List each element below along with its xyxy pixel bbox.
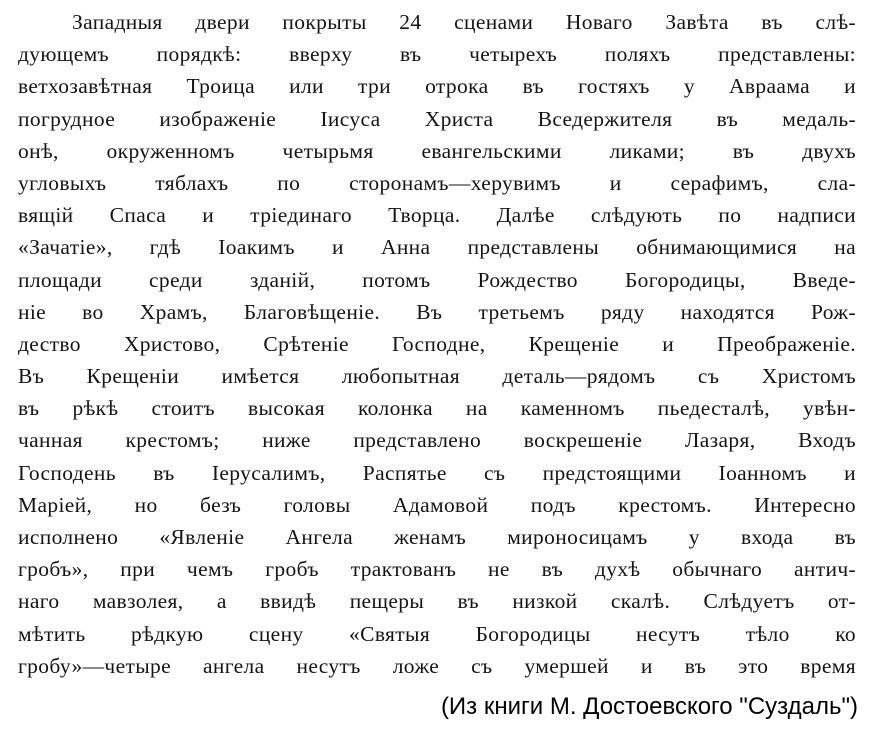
text-line: погрудное изображенiе Iисуса Христа Вседержителя въ медаль- xyxy=(18,106,856,131)
text-line: онѣ, окруженномъ четырьмя евангельскими ликами; въ двухъ xyxy=(18,138,856,163)
text-line: площади среди зданiй, потомъ Рождество Богородицы, Введе- xyxy=(18,267,856,292)
text-line: Въ Крещенiи имѣется любопытная деталь—рядомъ съ Христомъ xyxy=(18,364,856,389)
scanned-text-block xyxy=(18,6,856,682)
text-line: наго мавзолея, а ввидѣ пещеры въ низкой скалѣ. Слѣдуетъ от- xyxy=(18,589,856,614)
text-line: Западныя двери покрыты 24 сценами Новаго Завѣта въ слѣ- xyxy=(72,10,856,34)
source-caption: (Из книги М. Достоевского "Суздаль") xyxy=(440,693,858,720)
text-line: гробъ», при чемъ гробъ трактованъ не въ духѣ обычнаго антич- xyxy=(18,557,856,582)
text-line: нiе во Храмъ, Благовѣщенiе. Въ третьемъ ряду находятся Рож- xyxy=(18,299,856,324)
text-line: Марiей, но безъ головы Адамовой подъ крестомъ. Интересно xyxy=(18,492,856,517)
text-line: угловыхъ тяблахъ по сторонамъ—херувимъ и серафимъ, сла- xyxy=(18,170,856,195)
text-line: чанная крестомъ; ниже представлено воскрешенiе Лазаря, Входъ xyxy=(18,428,856,453)
text-line: въ рѣкѣ стоитъ высокая колонка на каменномъ пьедесталѣ, увѣн- xyxy=(18,396,856,421)
text-line: гробу»—четыре ангела несутъ ложе съ умершей и въ это время xyxy=(18,653,856,678)
text-line: «Зачатiе», гдѣ Iоакимъ и Анна представлены обнимающимися на xyxy=(18,235,856,260)
text-line: Господень въ Iерусалимъ, Распятье съ предстоящими Iоанномъ и xyxy=(18,460,856,485)
text-line: ветхозавѣтная Троица или три отрока въ гостяхъ у Авраама и xyxy=(18,74,856,99)
text-line: вящiй Спаса и трiединаго Творца. Далѣе слѣдують по надписи xyxy=(18,203,856,228)
text-line: дество Христово, Срѣтенiе Господне, Крещенiе и Преображенiе. xyxy=(18,331,856,356)
text-line: дующемъ порядкѣ: вверху въ четырехъ поляхъ представлены: xyxy=(18,42,856,67)
text-line: исполнено «Явленiе Ангела женамъ мироносицамъ у входа въ xyxy=(18,525,856,549)
text-line: мѣтить рѣдкую сцену «Святыя Богородицы несутъ тѣло ко xyxy=(18,621,856,646)
